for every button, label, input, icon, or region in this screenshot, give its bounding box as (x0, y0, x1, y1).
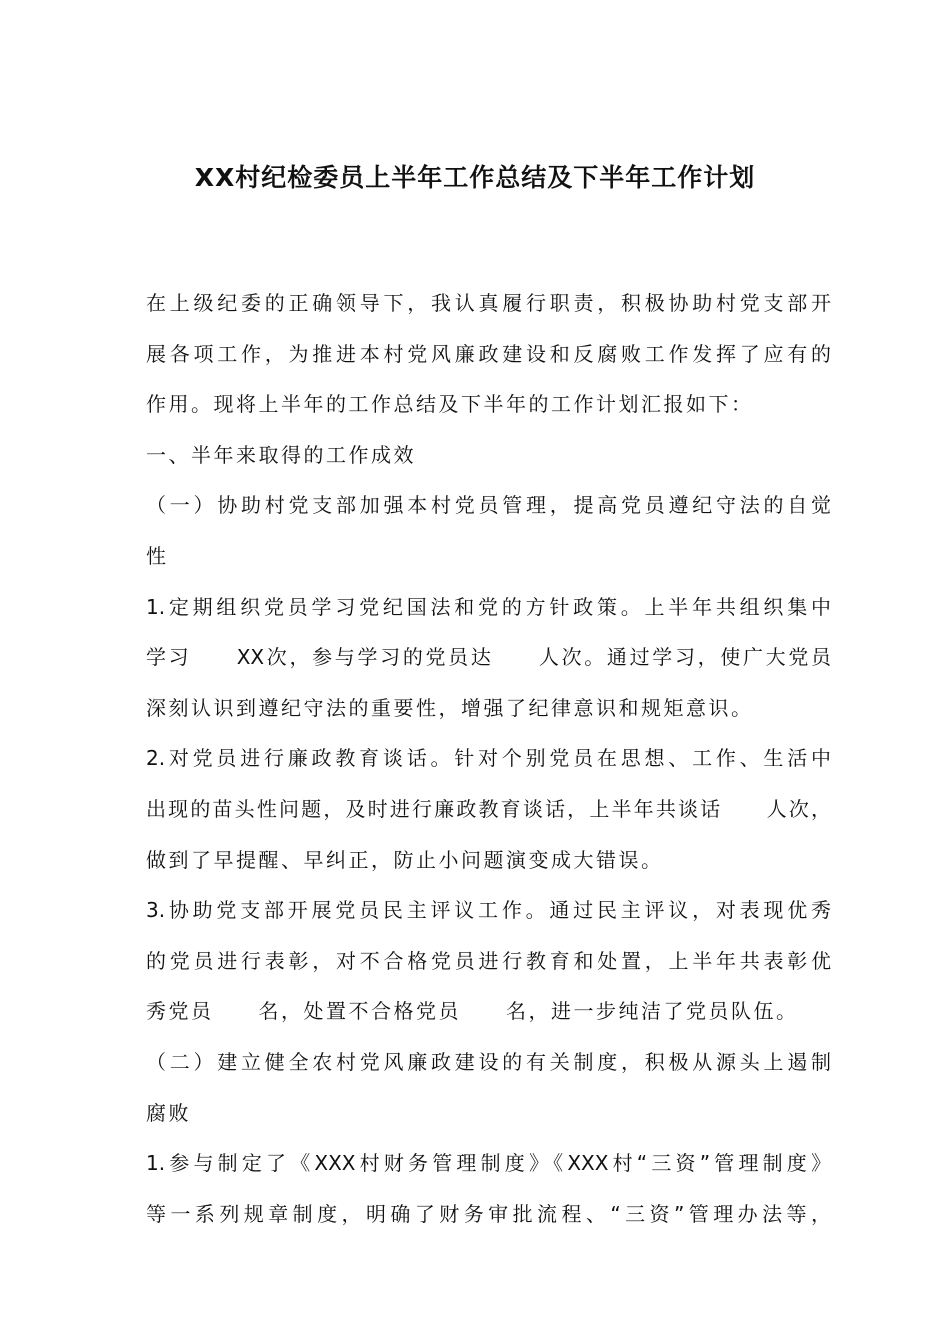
document-body (146, 278, 831, 1239)
paragraph-line: 秀党员 名，处置不合格党员 名，进一步纯洁了党员队伍。 (146, 999, 799, 1024)
subsection-heading: 性 (146, 543, 169, 568)
paragraph-line: 的党员进行表彰，对不合格党员进行教育和处置，上半年共表彰优 (146, 948, 831, 973)
paragraph-line: 等一系列规章制度，明确了财务审批流程、“三资”管理办法等， (146, 1201, 831, 1226)
paragraph-line: 学习 XX次，参与学习的党员达 人次。通过学习，使广大党员 (146, 645, 831, 670)
paragraph-line: 2.对党员进行廉政教育谈话。针对个别党员在思想、工作、生活中 (146, 746, 831, 771)
paragraph-line: 出现的苗头性问题，及时进行廉政教育谈话，上半年共谈话 人次， (146, 796, 831, 821)
section-heading: 一、半年来取得的工作成效 (146, 442, 416, 467)
paragraph-line: 做到了早提醒、早纠正，防止小问题演变成大错误。 (146, 847, 664, 872)
paragraph-line: 3.协助党支部开展党员民主评议工作。通过民主评议，对表现优秀 (146, 898, 831, 923)
paragraph-line: 作用。现将上半年的工作总结及下半年的工作计划汇报如下： (146, 392, 754, 417)
document-title: XX村纪检委员上半年工作总结及下半年工作计划 (194, 163, 756, 192)
subsection-heading: （一）协助村党支部加强本村党员管理，提高党员遵纪守法的自觉 (146, 493, 831, 518)
paragraph-line: 深刻认识到遵纪守法的重要性，增强了纪律意识和规矩意识。 (146, 695, 754, 720)
paragraph-line: 在上级纪委的正确领导下，我认真履行职责，积极协助村党支部开 (146, 291, 831, 315)
paragraph-line: 展各项工作，为推进本村党风廉政建设和反腐败工作发挥了应有的 (146, 341, 831, 366)
paragraph-line: 1.定期组织党员学习党纪国法和党的方针政策。上半年共组织集中 (146, 594, 831, 619)
subsection-heading: （二）建立健全农村党风廉政建设的有关制度，积极从源头上遏制 (146, 1049, 831, 1074)
paragraph-line: 1.参与制定了《XXX村财务管理制度》《XXX村“三资”管理制度》 (146, 1151, 831, 1176)
subsection-heading: 腐败 (146, 1100, 191, 1125)
